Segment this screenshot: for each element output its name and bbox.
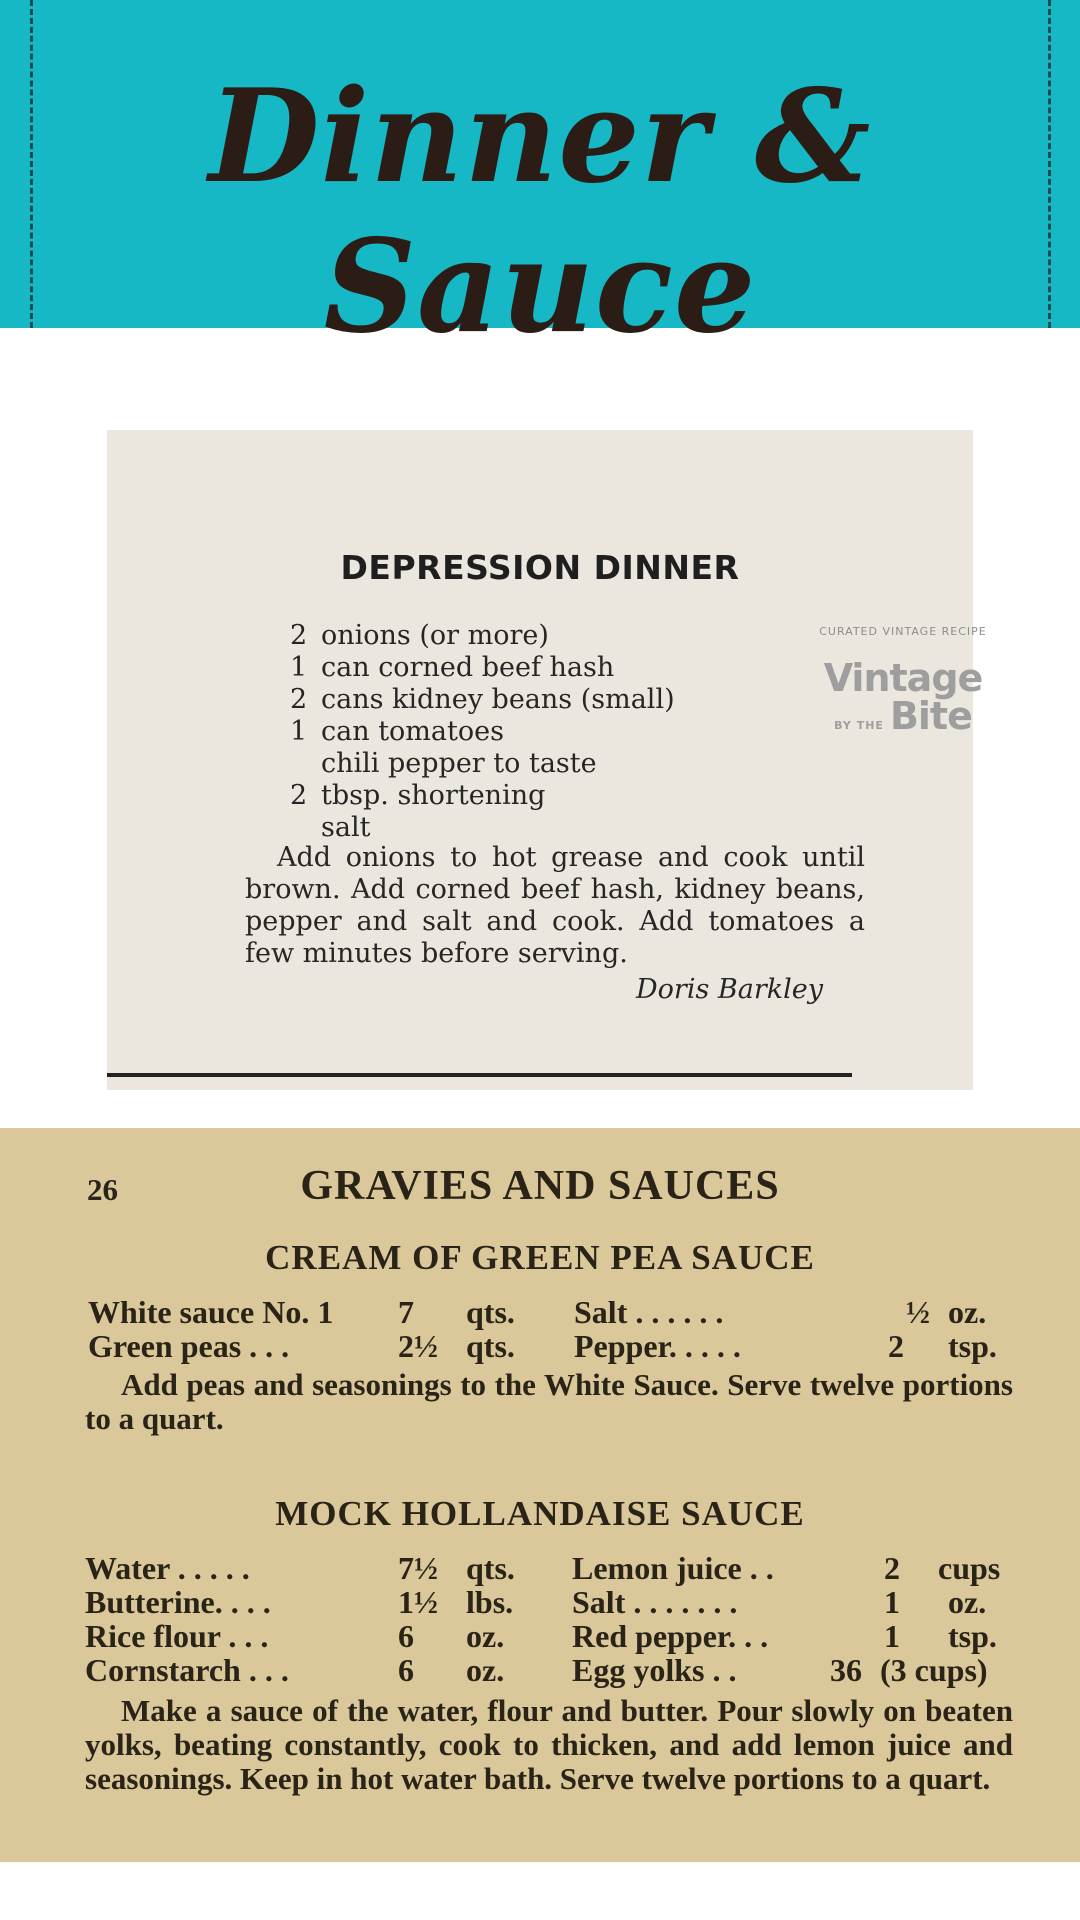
ingredient-name: Salt . . . . . . [574,1294,724,1330]
ingredient-qty: 7 [398,1294,414,1330]
hollandaise-method: Make a sauce of the water, flour and butter. Pour slowly on beaten yolks, beating constantly, cook to thicken, and add lemon juice and seasonings. Keep in hot water bath. Serve twelve portions to a quart. [85,1693,1013,1796]
ingredient-qty: 2½ [398,1328,438,1364]
ingredient [290,811,675,843]
ingredient-unit: tsp. [948,1328,997,1364]
banner-title: Dinner & Sauce [208,62,872,362]
ingredient-qty: 2 [290,779,308,811]
ingredient-unit: qts. [466,1328,515,1364]
ingredient-name: chili pepper to taste [321,747,597,779]
divider-rule [107,1073,852,1077]
ingredient-unit: (3 cups) [880,1652,988,1688]
watermark-bottom-row [813,694,993,738]
ingredient-qty: 36 [830,1652,862,1688]
ingredient-name: White sauce No. 1 [88,1294,334,1330]
ingredient [290,715,675,747]
ingredient-name: Pepper. . . . . [574,1328,741,1364]
recipe-author: Doris Barkley [636,974,823,1005]
ingredient-qty: 2 [888,1328,904,1364]
pea-sauce-title: CREAM OF GREEN PEA SAUCE [265,1238,815,1277]
ingredient-qty: 1½ [398,1584,438,1620]
ingredient-name: salt [321,811,371,843]
ingredient [290,619,675,651]
watermark-brand-bottom: Bite [889,694,972,738]
ingredient-unit: oz. [466,1618,505,1654]
ingredient-qty: 7½ [398,1550,438,1586]
watermark-tagline: CURATED VINTAGE RECIPE [819,625,987,638]
ingredient-list [290,619,675,843]
ingredient-unit: oz. [948,1584,987,1620]
ingredient-name: cans kidney beans (small) [321,683,675,715]
page-number: 26 [87,1172,118,1207]
chapter-heading: GRAVIES AND SAUCES [300,1163,780,1209]
ingredient [290,747,675,779]
ingredient-name: Rice flour . . . [85,1618,269,1654]
ingredient-unit: lbs. [466,1584,514,1620]
ingredient-qty: 1 [884,1618,900,1654]
ingredient-row [0,1294,1080,1328]
recipe-method: Add onions to hot grease and cook until brown. Add corned beef hash, kidney beans, pepper and salt and cook. Add tomatoes a few minutes before serving. [245,842,865,969]
ingredient-unit: oz. [466,1652,505,1688]
ingredient-name: Cornstarch . . . [85,1652,289,1688]
ingredient-name: Water . . . . . [85,1550,250,1586]
ingredient-qty: 2 [884,1550,900,1586]
ingredient-name: Egg yolks . . [572,1652,737,1688]
ingredient-unit: qts. [466,1294,515,1330]
ingredient-row [0,1550,1080,1584]
ingredient [290,779,675,811]
ingredient-unit: oz. [948,1294,987,1330]
header-banner [0,0,1080,362]
pea-sauce-method: Add peas and seasonings to the White Sauce. Serve twelve portions to a quart. [85,1367,1013,1436]
ingredient-qty: ½ [906,1294,930,1330]
gravies-sauces-card [0,1128,1080,1862]
ingredient-name: Lemon juice . . [572,1550,774,1586]
ingredient-name: Butterine. . . . [85,1584,271,1620]
vintage-bite-watermark [813,625,993,765]
ingredient-row [0,1328,1080,1362]
watermark-brand-top: Vintage [823,656,983,700]
ingredient-unit: qts. [466,1550,515,1586]
ingredient-unit: cups [938,1550,1001,1586]
ingredient-qty: 2 [290,619,308,651]
ingredient-name: Red pepper. . . [572,1618,769,1654]
depression-dinner-card [107,430,987,1090]
ingredient-unit: tsp. [948,1618,997,1654]
ingredient-qty: 6 [398,1618,414,1654]
ingredient [290,651,675,683]
ingredient-qty: 1 [290,715,308,747]
ingredient-row [0,1652,1080,1686]
ingredient-name: Green peas . . . [88,1328,290,1364]
ingredient-name: onions (or more) [321,619,549,651]
ingredient-qty: 1 [290,651,308,683]
recipe-title: DEPRESSION DINNER [340,548,740,587]
ingredient-qty: 1 [884,1584,900,1620]
watermark-by-the: BY THE [834,719,884,732]
ingredient-name: tbsp. shortening [321,779,546,811]
ingredient-row [0,1618,1080,1652]
ingredient-row [0,1584,1080,1618]
ingredient-qty: 6 [398,1652,414,1688]
ingredient-qty: 2 [290,683,308,715]
hollandaise-title: MOCK HOLLANDAISE SAUCE [275,1494,805,1533]
ingredient-name: can corned beef hash [321,651,615,683]
ingredient [290,683,675,715]
ingredient-name: Salt . . . . . . . [572,1584,738,1620]
ingredient-name: can tomatoes [321,715,504,747]
